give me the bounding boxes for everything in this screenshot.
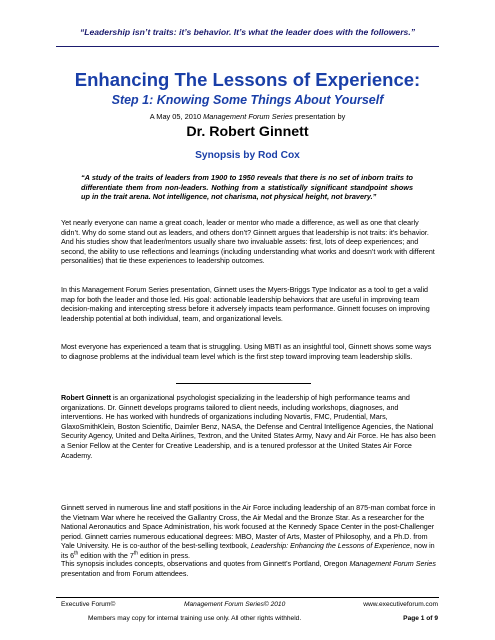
synopsis-note-text: This synopsis includes concepts, observations and quotes from Ginnett’s Portland, Oregon	[61, 560, 350, 568]
footer-org: Executive Forum©	[61, 601, 116, 608]
footer-credits	[61, 601, 438, 611]
paragraph-bio	[61, 394, 438, 461]
edition-superscript-next: th	[133, 550, 139, 557]
document-title: Enhancing The Lessons of Experience:	[74, 69, 421, 90]
career-text-end: edition in press.	[138, 551, 191, 560]
footer-website-link[interactable]: www.executiveforum.com	[363, 601, 438, 608]
paragraph-mbti: In this Management Forum Series presentation, Ginnett uses the Myers-Briggs Type Indicator as a tool to get a valid map for both the leader and those led. His goal: actionable leadership behaviors that are useful in improving team decision-making and intercepting stress before it adversely impacts team performance. Ginnett focuses on improving leadership potential at both individual, team, and organizational levels.	[61, 286, 430, 323]
footer-rights: Members may copy for internal training use only. All other rights withheld.	[88, 615, 302, 622]
section-divider	[176, 383, 311, 384]
paragraph-career	[61, 504, 438, 562]
paragraph-synopsis-note	[61, 560, 438, 579]
header-quote: “Leadership isn’t traits: it’s behavior. It’s what the leader does with the followers.”	[79, 27, 416, 37]
presentation-line	[0, 112, 495, 121]
paragraph-intro: Yet nearly everyone can name a great coach, leader or mentor who made a difference, as well as one that clearly didn’t. Why do some stand out as leaders, and others don’t? Ginnett argues that leadership is not traits: it’s behavior. And his studies show that leader/mentors usually share two invaluable assets: first, lots of deep experiences; and second, the ability to use reflections and learnings (including understanding what works and doesn’t work with different personalities) that tie these experiences to leadership outcomes.	[61, 219, 435, 266]
career-text: Ginnett served in numerous line and staff positions in the Air Force including leadership of an 875-man combat force in the Vietnam War where he received the Gallantry Cross, the Air Medal and the Bronze Star. As a researcher for the National Aeronautics and Space Administration, his work focused at the Kennedy Space Center in the post-Challenger period. Ginnett carries numerous educational degrees: MBO, Master of Arts, Master of Philosophy, and a Ph.D. from Yale University. He is co-author of the best-selling textbook,	[61, 504, 436, 551]
edition-superscript: th	[74, 550, 79, 557]
footer-divider	[56, 597, 439, 598]
presentation-suffix: presentation by	[292, 112, 346, 121]
book-title: Leadership: Enhancing the Lessons of Experience	[250, 542, 411, 551]
bio-text: is an organizational psychologist specializing in the leadership of high performance teams and organizations. Dr. Ginnett develops programs tailored to client needs, including workshops, diagnoses, and interventions. He has worked with hundreds of organizations including Novartis, FMC, Prudential, Mars, GlaxoSmithKlein, Boston Scientific, Daimler Benz, NASA, the Defense and Central Intelligence Agencies, the National Security Agency, United and Delta Airlines, Textron, and the United States Army, Navy and Air Force. He has also been a Senior Fellow at the Center for Creative Leadership, and is a tenured professor at the United States Air Force Academy.	[61, 394, 436, 460]
synopsis-note-series: Management Forum Series	[349, 560, 436, 568]
presentation-date: A May 05, 2010	[149, 112, 204, 121]
career-text-edition: , now in its 6	[61, 542, 435, 560]
document-subtitle: Step 1: Knowing Some Things About Yourself	[111, 93, 384, 107]
header-divider	[56, 46, 439, 47]
footer-series: Management Forum Series© 2010	[184, 601, 286, 608]
footer-rights-line	[61, 615, 438, 625]
page-number: Page 1 of 9	[403, 615, 438, 622]
author-name: Dr. Robert Ginnett	[186, 124, 309, 140]
presentation-series: Management Forum Series	[203, 112, 293, 121]
synopsis-note-end: presentation and from Forum attendees.	[61, 569, 189, 578]
paragraph-team: Most everyone has experienced a team that is struggling. Using MBTI as an insightful tool, Ginnett shows some ways to diagnose problems at the individual team level which is the first step toward improving team leadership skills.	[61, 343, 432, 361]
career-text-next: edition with the 7	[78, 551, 134, 560]
opening-quote: “A study of the traits of leaders from 1900 to 1950 reveals that there is no set of inborn traits to differentiate them from non-leaders. Nothing from a statistically significant standpoint shows up in the trait arena. Not intelligence, not charisma, not physical height, not bravery.”	[81, 173, 413, 202]
bio-name: Robert Ginnett	[61, 394, 111, 402]
synopsis-byline: Synopsis by Rod Cox	[195, 150, 300, 161]
